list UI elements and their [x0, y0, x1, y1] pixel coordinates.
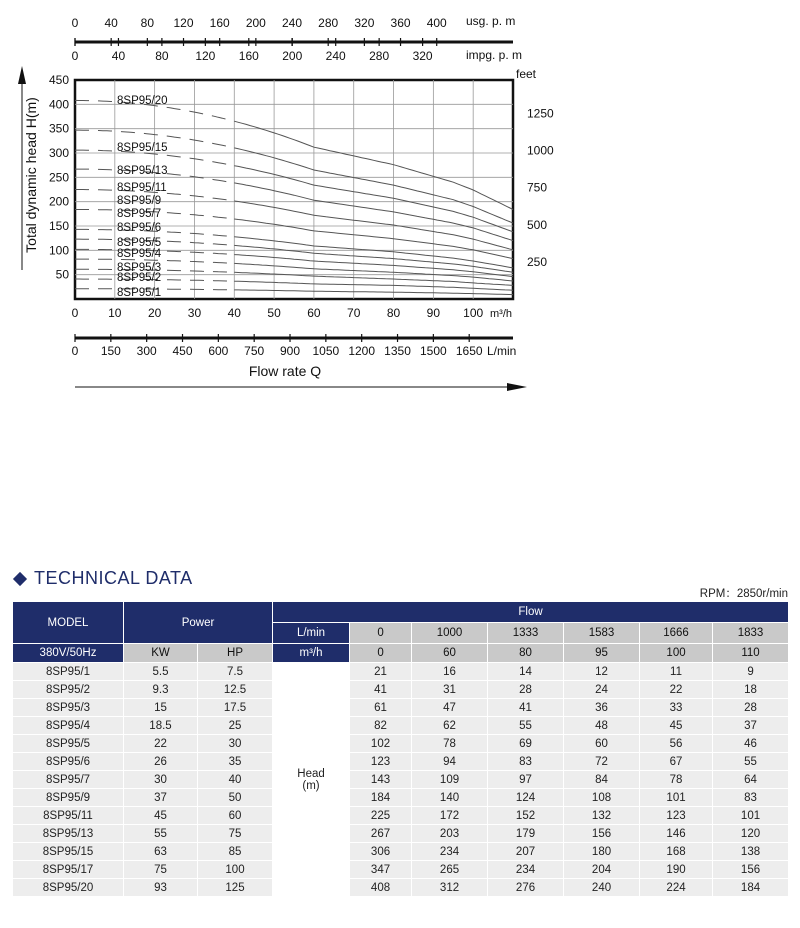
head-value-cell: 72 [564, 753, 640, 771]
table-row [13, 663, 789, 681]
hp-cell: 12.5 [198, 681, 273, 699]
table-row [13, 879, 789, 897]
usgpm-axis-tick-label: 280 [318, 16, 339, 30]
model-cell: 8SP95/15 [13, 843, 124, 861]
model-header: MODEL [13, 602, 124, 644]
head-value-cell: 83 [488, 753, 564, 771]
head-value-cell: 18 [713, 681, 789, 699]
kw-cell: 63 [124, 843, 198, 861]
model-cell: 8SP95/9 [13, 789, 124, 807]
table-row [13, 753, 789, 771]
head-value-cell: 156 [564, 825, 640, 843]
hp-cell: 100 [198, 861, 273, 879]
impgpm-axis-tick-label: 120 [195, 49, 216, 63]
head-value-cell: 24 [564, 681, 640, 699]
lmin-tick-label: 150 [100, 344, 121, 358]
hp-cell: 85 [198, 843, 273, 861]
head-value-cell: 132 [564, 807, 640, 825]
lmin-value: 1583 [564, 623, 640, 644]
head-value-cell: 56 [640, 735, 713, 753]
head-value-cell: 138 [713, 843, 789, 861]
pump-curve-chart [0, 0, 800, 400]
usgpm-axis-tick-label: 80 [140, 16, 155, 30]
y-tick-label: 300 [48, 146, 69, 160]
supply-label: 380V/50Hz [13, 644, 124, 663]
x-tick-label: 60 [307, 306, 321, 320]
head-value-cell: 276 [488, 879, 564, 897]
lmin-tick-label: 1200 [348, 344, 376, 358]
impgpm-axis-tick-label: 40 [111, 49, 126, 63]
impgpm-axis-tick-label: 0 [71, 49, 79, 63]
head-value-cell: 312 [412, 879, 488, 897]
head-value-cell: 14 [488, 663, 564, 681]
usgpm-axis-tick-label: 360 [390, 16, 411, 30]
head-value-cell: 240 [564, 879, 640, 897]
y-tick-label: 450 [48, 73, 69, 87]
head-value-cell: 225 [350, 807, 412, 825]
table-row [13, 699, 789, 717]
model-cell: 8SP95/11 [13, 807, 124, 825]
curve-label: 8SP95/13 [117, 165, 168, 177]
table-row [13, 717, 789, 735]
head-value-cell: 47 [412, 699, 488, 717]
head-value-cell: 234 [412, 843, 488, 861]
head-value-cell: 124 [488, 789, 564, 807]
head-value-cell: 28 [713, 699, 789, 717]
head-value-cell: 172 [412, 807, 488, 825]
table-row [13, 789, 789, 807]
model-cell: 8SP95/5 [13, 735, 124, 753]
head-value-cell: 204 [564, 861, 640, 879]
x-tick-label: 10 [108, 306, 122, 320]
head-value-cell: 306 [350, 843, 412, 861]
feet-tick-label: 750 [527, 180, 548, 195]
kw-cell: 30 [124, 771, 198, 789]
head-value-cell: 102 [350, 735, 412, 753]
usgpm-axis-tick-label: 320 [354, 16, 375, 30]
usgpm-axis-unit: usg. p. m [466, 14, 516, 28]
m3h-value: 60 [412, 644, 488, 663]
table-row [13, 843, 789, 861]
kw-cell: 18.5 [124, 717, 198, 735]
curve-label: 8SP95/5 [117, 237, 162, 249]
lmin-tick-label: 0 [71, 344, 79, 358]
head-value-cell: 21 [350, 663, 412, 681]
head-value-cell: 101 [713, 807, 789, 825]
kw-cell: 55 [124, 825, 198, 843]
head-value-cell: 55 [713, 753, 789, 771]
curve-label: 8SP95/15 [117, 142, 168, 154]
head-value-cell: 12 [564, 663, 640, 681]
kw-cell: 45 [124, 807, 198, 825]
x-tick-label: 50 [267, 306, 281, 320]
head-value-cell: 16 [412, 663, 488, 681]
m3h-value: 80 [488, 644, 564, 663]
head-value-cell: 267 [350, 825, 412, 843]
lmin-tick-label: 750 [244, 344, 265, 358]
hp-cell: 25 [198, 717, 273, 735]
head-value-cell: 97 [488, 771, 564, 789]
head-value-cell: 78 [640, 771, 713, 789]
head-value-cell: 224 [640, 879, 713, 897]
usgpm-axis-tick-label: 40 [104, 16, 118, 30]
head-value-cell: 207 [488, 843, 564, 861]
x-tick-label: 70 [347, 306, 361, 320]
y-tick-label: 150 [48, 219, 69, 233]
y-tick-label: 200 [48, 194, 69, 209]
table-row [13, 771, 789, 789]
x-tick-label: 100 [463, 306, 484, 320]
head-value-cell: 33 [640, 699, 713, 717]
head-value-cell: 156 [713, 861, 789, 879]
head-value-cell: 48 [564, 717, 640, 735]
curve-label: 8SP95/11 [117, 182, 167, 194]
kw-cell: 15 [124, 699, 198, 717]
hp-cell: 125 [198, 879, 273, 897]
lmin-tick-label: 1500 [420, 344, 447, 358]
curve-label: 8SP95/9 [117, 195, 162, 207]
y-tick-label: 50 [55, 267, 69, 282]
lmin-tick-label: 1050 [312, 344, 340, 358]
usgpm-axis-tick-label: 240 [282, 16, 303, 30]
impgpm-axis-unit: impg. p. m [466, 48, 523, 62]
m3h-value: 110 [713, 644, 789, 663]
kw-cell: 5.5 [124, 663, 198, 681]
usgpm-axis-tick-label: 160 [209, 16, 230, 30]
hp-cell: 30 [198, 735, 273, 753]
head-value-cell: 9 [713, 663, 789, 681]
hp-cell: 40 [198, 771, 273, 789]
lmin-value: 1333 [488, 623, 564, 644]
head-value-cell: 84 [564, 771, 640, 789]
head-value-cell: 46 [713, 735, 789, 753]
head-value-cell: 11 [640, 663, 713, 681]
head-value-cell: 64 [713, 771, 789, 789]
y-tick-label: 350 [48, 121, 69, 136]
diamond-icon [13, 571, 27, 585]
head-value-cell: 83 [713, 789, 789, 807]
usgpm-axis-tick-label: 0 [71, 16, 79, 30]
curve-label: 8SP95/4 [117, 248, 162, 260]
x-tick-label: 30 [187, 306, 202, 320]
power-header: Power [124, 602, 273, 644]
lmin-tick-label: 450 [172, 344, 193, 358]
lmin-tick-label: 1350 [384, 344, 411, 358]
curve-label: 8SP95/3 [117, 262, 162, 274]
lmin-unit-label: L/min [487, 344, 517, 358]
y-tick-label: 400 [48, 97, 69, 112]
y-tick-label: 100 [48, 243, 69, 258]
rpm-label: RPM：2850r/min [699, 588, 788, 600]
impgpm-axis-tick-label: 200 [282, 49, 303, 63]
lmin-value: 1833 [713, 623, 789, 644]
y-arrow-head [18, 66, 26, 84]
hp-cell: 35 [198, 753, 273, 771]
x-tick-label: 90 [426, 306, 441, 320]
lmin-tick-label: 900 [280, 344, 301, 358]
impgpm-axis-tick-label: 160 [238, 49, 259, 63]
hp-cell: 50 [198, 789, 273, 807]
head-value-cell: 61 [350, 699, 412, 717]
head-value-cell: 184 [350, 789, 412, 807]
head-value-cell: 28 [488, 681, 564, 699]
head-value-cell: 55 [488, 717, 564, 735]
curve-label: 8SP95/1 [117, 287, 162, 299]
usgpm-axis-tick-label: 200 [245, 16, 266, 30]
x-arrow-head [507, 383, 527, 391]
kw-cell: 93 [124, 879, 198, 897]
head-value-cell: 152 [488, 807, 564, 825]
lmin-tick-label: 1650 [455, 344, 483, 358]
y-axis-title: Total dynamic head H(m) [23, 97, 39, 253]
model-cell: 8SP95/17 [13, 861, 124, 879]
head-value-cell: 45 [640, 717, 713, 735]
head-value-cell: 123 [350, 753, 412, 771]
head-value-cell: 347 [350, 861, 412, 879]
kw-cell: 37 [124, 789, 198, 807]
hp-cell: 60 [198, 807, 273, 825]
technical-data-heading [12, 568, 193, 589]
head-label: Head [297, 767, 325, 780]
head-value-cell: 69 [488, 735, 564, 753]
head-value-cell: 41 [350, 681, 412, 699]
model-cell: 8SP95/4 [13, 717, 124, 735]
impgpm-axis-tick-label: 280 [369, 49, 390, 63]
hp-header: HP [198, 644, 273, 663]
model-cell: 8SP95/2 [13, 681, 124, 699]
head-value-cell: 78 [412, 735, 488, 753]
head-value-cell: 120 [713, 825, 789, 843]
kw-cell: 26 [124, 753, 198, 771]
head-value-cell: 37 [713, 717, 789, 735]
curve-label: 8SP95/2 [117, 272, 162, 284]
right-axis-unit: feet [515, 67, 537, 81]
kw-header: KW [124, 644, 198, 663]
head-value-cell: 94 [412, 753, 488, 771]
head-value-cell: 62 [412, 717, 488, 735]
table-row [13, 735, 789, 753]
feet-tick-label: 500 [527, 217, 548, 232]
head-value-cell: 234 [488, 861, 564, 879]
lmin-label: L/min [273, 623, 350, 644]
feet-tick-label: 250 [527, 254, 548, 269]
impgpm-axis-tick-label: 240 [325, 49, 346, 63]
head-value-cell: 180 [564, 843, 640, 861]
head-value-cell: 179 [488, 825, 564, 843]
feet-tick-label: 1000 [527, 143, 554, 158]
head-value-cell: 108 [564, 789, 640, 807]
hp-cell: 17.5 [198, 699, 273, 717]
lmin-value: 0 [350, 623, 412, 644]
curve-label: 8SP95/6 [117, 222, 162, 234]
head-value-cell: 143 [350, 771, 412, 789]
head-value-cell: 60 [564, 735, 640, 753]
lmin-value: 1000 [412, 623, 488, 644]
model-cell: 8SP95/7 [13, 771, 124, 789]
head-value-cell: 41 [488, 699, 564, 717]
x-tick-label: 20 [147, 306, 162, 320]
kw-cell: 75 [124, 861, 198, 879]
lmin-tick-label: 300 [136, 344, 157, 358]
model-cell: 8SP95/20 [13, 879, 124, 897]
head-value-cell: 36 [564, 699, 640, 717]
head-value-cell: 67 [640, 753, 713, 771]
head-value-cell: 168 [640, 843, 713, 861]
curve-label: 8SP95/20 [117, 95, 168, 107]
technical-data-table [12, 601, 789, 897]
usgpm-axis-tick-label: 400 [426, 16, 447, 30]
lmin-tick-label: 600 [208, 344, 229, 358]
model-cell: 8SP95/13 [13, 825, 124, 843]
x-tick-label: 40 [227, 306, 241, 320]
table-row [13, 807, 789, 825]
table-row [13, 681, 789, 699]
head-unit: (m) [302, 779, 320, 792]
kw-cell: 9.3 [124, 681, 198, 699]
x-unit-label: m³/h [490, 308, 512, 320]
head-label-cell [273, 663, 350, 897]
m3h-value: 0 [350, 644, 412, 663]
m3h-label: m³/h [273, 644, 350, 663]
m3h-value: 100 [640, 644, 713, 663]
head-value-cell: 146 [640, 825, 713, 843]
head-value-cell: 140 [412, 789, 488, 807]
flow-header: Flow [273, 602, 789, 623]
curve-label: 8SP95/7 [117, 208, 162, 220]
model-cell: 8SP95/3 [13, 699, 124, 717]
impgpm-axis-tick-label: 80 [155, 49, 169, 63]
impgpm-axis-tick-label: 320 [412, 49, 433, 63]
head-value-cell: 109 [412, 771, 488, 789]
model-cell: 8SP95/1 [13, 663, 124, 681]
head-value-cell: 184 [713, 879, 789, 897]
usgpm-axis-tick-label: 120 [173, 16, 194, 30]
table-row [13, 825, 789, 843]
head-value-cell: 22 [640, 681, 713, 699]
technical-data-title: TECHNICAL DATA [34, 568, 193, 588]
head-value-cell: 408 [350, 879, 412, 897]
table-row [13, 861, 789, 879]
y-tick-label: 250 [48, 170, 69, 185]
x-tick-label: 0 [71, 306, 79, 320]
head-value-cell: 123 [640, 807, 713, 825]
x-tick-label: 80 [386, 306, 401, 320]
x-axis-title: Flow rate Q [248, 363, 322, 379]
head-value-cell: 82 [350, 717, 412, 735]
feet-tick-label: 1250 [527, 106, 554, 121]
m3h-value: 95 [564, 644, 640, 663]
hp-cell: 7.5 [198, 663, 273, 681]
head-value-cell: 203 [412, 825, 488, 843]
head-value-cell: 101 [640, 789, 713, 807]
hp-cell: 75 [198, 825, 273, 843]
head-value-cell: 31 [412, 681, 488, 699]
model-cell: 8SP95/6 [13, 753, 124, 771]
kw-cell: 22 [124, 735, 198, 753]
head-value-cell: 190 [640, 861, 713, 879]
head-value-cell: 265 [412, 861, 488, 879]
lmin-value: 1666 [640, 623, 713, 644]
